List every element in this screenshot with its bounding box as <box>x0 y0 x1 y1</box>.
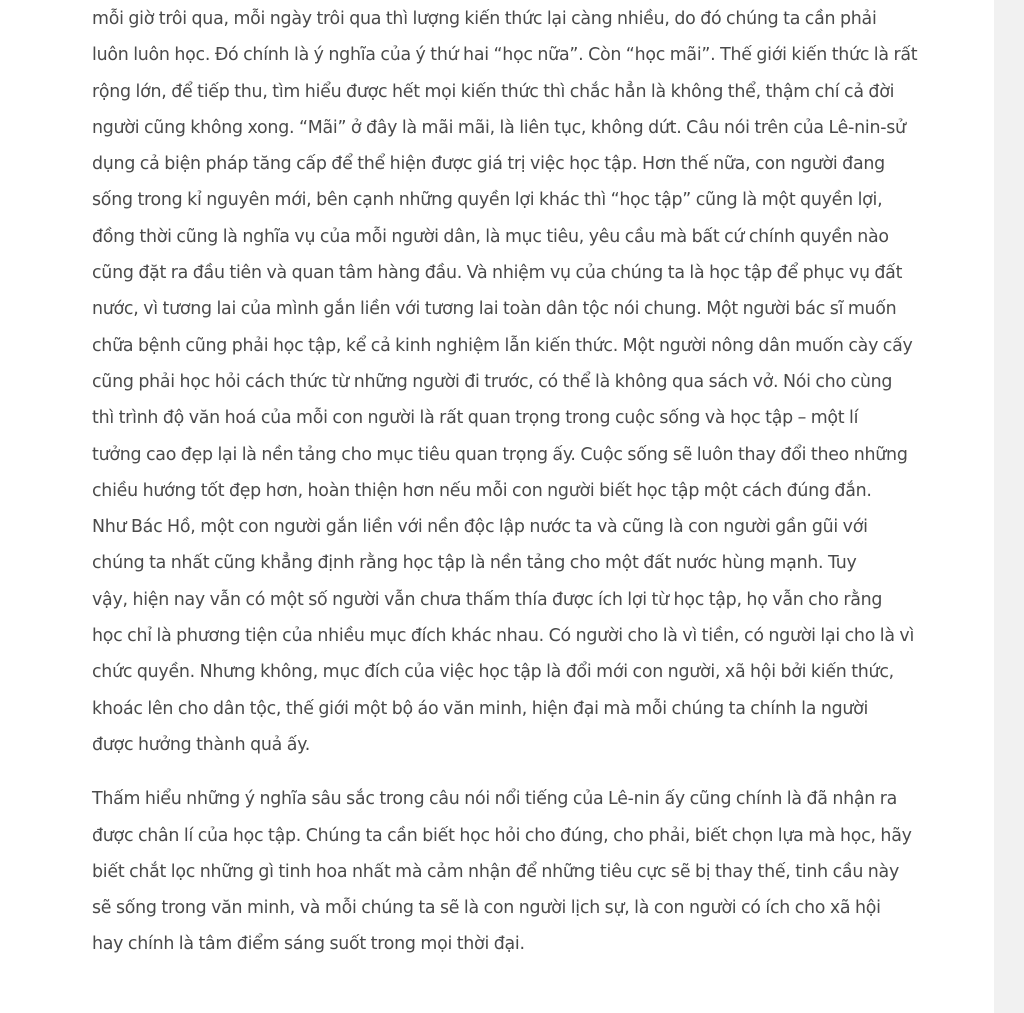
text-line: cũng đặt ra đầu tiên và quan tâm hàng đầu. Và nhiệm vụ của chúng ta là học tập để phục vụ đất <box>92 263 903 284</box>
paragraph <box>92 1 984 763</box>
text-line: Thấm hiểu những ý nghĩa sâu sắc trong câu nói nổi tiếng của Lê-nin ấy cũng chính là đã nhận ra <box>92 789 898 810</box>
article-body <box>92 1 984 963</box>
text-line: chức quyền. Nhưng không, mục đích của việc học tập là đổi mới con người, xã hội bởi kiến thức, <box>92 662 894 683</box>
text-line: chúng ta nhất cũng khẳng định rằng học tập là nền tảng cho một đất nước hùng mạnh. Tuy <box>92 553 857 574</box>
text-line: luôn luôn học. Đó chính là ý nghĩa của ý thứ hai “học nữa”. Còn “học mãi”. Thế giới kiến thức là rất <box>92 45 918 66</box>
paragraph <box>92 781 984 962</box>
scrollbar-track[interactable] <box>994 0 1024 1013</box>
text-line: thì trình độ văn hoá của mỗi con người là rất quan trọng trong cuộc sống và học tập – một lí <box>92 408 859 429</box>
text-line: rộng lớn, để tiếp thu, tìm hiểu được hết mọi kiến thức thì chắc hẳn là không thể, thậm chí cả đời <box>92 81 895 102</box>
text-line: sẽ sống trong văn minh, và mỗi chúng ta sẽ là con người lịch sự, là con người có ích cho xã hội <box>92 898 881 919</box>
text-line: cũng phải học hỏi cách thức từ những người đi trước, có thể là không qua sách vở. Nói cho cùng <box>92 371 893 392</box>
text-line: học chỉ là phương tiện của nhiều mục đích khác nhau. Có người cho là vì tiền, có người lại cho là vì <box>92 626 915 647</box>
text-line: được chân lí của học tập. Chúng ta cần biết học hỏi cho đúng, cho phải, biết chọn lựa mà học, hãy <box>92 825 912 846</box>
text-line: tưởng cao đẹp lại là nền tảng cho mục tiêu quan trọng ấy. Cuộc sống sẽ luôn thay đổi theo những <box>92 444 908 465</box>
text-line: biết chắt lọc những gì tinh hoa nhất mà cảm nhận để những tiêu cực sẽ bị thay thế, tinh cầu này <box>92 861 900 882</box>
text-line: mỗi giờ trôi qua, mỗi ngày trôi qua thì lượng kiến thức lại càng nhiều, do đó chúng ta cần phải <box>92 9 877 29</box>
text-line: nước, vì tương lai của mình gắn liền với tương lai toàn dân tộc nói chung. Một người bác sĩ muốn <box>92 299 897 320</box>
text-line: chiều hướng tốt đẹp hơn, hoàn thiện hơn nếu mỗi con người biết học tập một cách đúng đắn. <box>92 480 872 501</box>
text-line: sống trong kỉ nguyên mới, bên cạnh những quyền lợi khác thì “học tập” cũng là một quyền lợi, <box>92 190 883 211</box>
text-line: vậy, hiện nay vẫn có một số người vẫn chưa thấm thía được ích lợi từ học tập, họ vẫn cho rằng <box>92 589 883 610</box>
text-line: đồng thời cũng là nghĩa vụ của mỗi người dân, là mục tiêu, yêu cầu mà bất cứ chính quyền nào <box>92 226 889 247</box>
text-line: được hưởng thành quả ấy. <box>92 734 310 755</box>
text-line: dụng cả biện pháp tăng cấp để thể hiện được giá trị việc học tập. Hơn thế nữa, con người đang <box>92 154 885 175</box>
text-line: hay chính là tâm điểm sáng suốt trong mọi thời đại. <box>92 934 525 955</box>
text-line: người cũng không xong. “Mãi” ở đây là mãi mãi, là liên tục, không dứt. Câu nói trên của Lê-nin-sử <box>92 117 906 138</box>
text-line: chữa bệnh cũng phải học tập, kể cả kinh nghiệm lẫn kiến thức. Một người nông dân muốn cày cấy <box>92 335 913 356</box>
text-line: khoác lên cho dân tộc, thế giới một bộ áo văn minh, hiện đại mà mỗi chúng ta chính la người <box>92 698 869 719</box>
text-line: Như Bác Hồ, một con người gắn liền với nền độc lập nước ta và cũng là con người gần gũi với <box>92 517 868 538</box>
